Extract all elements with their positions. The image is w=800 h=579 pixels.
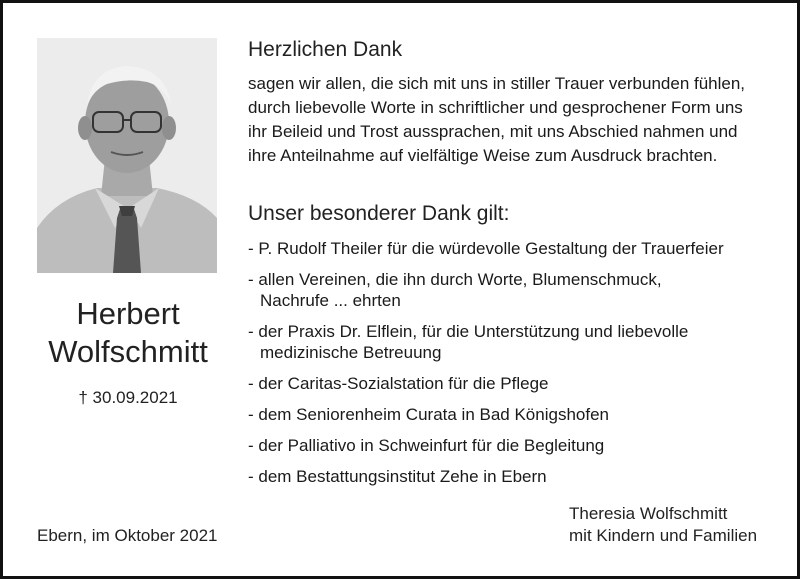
deceased-name (23, 295, 233, 371)
thanks-list (248, 238, 788, 497)
intro-line: ihre Anteilnahme auf vielfältige Weise zum Ausdruck brachten. (248, 146, 718, 165)
signature-line: mit Kindern und Familien (569, 526, 758, 545)
thanks-item-line: - der Palliativo in Schweinfurt für die Begleitung (248, 436, 605, 455)
thanks-item-line: - der Praxis Dr. Elflein, für die Unterstützung und liebevolle (248, 322, 689, 341)
intro-line: ihr Beileid und Trost aussprachen, mit uns Abschied nahmen und (248, 122, 738, 141)
thanks-list-item (248, 238, 788, 259)
thanks-list-item (248, 404, 788, 425)
thanks-item-line: - P. Rudolf Theiler für die würdevolle Gestaltung der Trauerfeier (248, 239, 724, 258)
signature (569, 503, 757, 547)
deceased-first-name: Herbert (76, 296, 180, 331)
thanks-item-continuation: Nachrufe ... ehrten (260, 291, 401, 310)
thanks-item-line: - dem Bestattungsinstitut Zehe in Ebern (248, 467, 547, 486)
thanks-list-item (248, 466, 788, 487)
death-date: † 30.09.2021 (78, 388, 178, 407)
deceased-last-name: Wolfschmitt (48, 334, 208, 369)
thanks-item-continuation: medizinische Betreuung (260, 343, 442, 362)
thanks-item-line: - dem Seniorenheim Curata in Bad Königshofen (248, 405, 609, 424)
thanks-list-item (248, 373, 788, 394)
portrait-image (37, 38, 217, 273)
intro-text (248, 72, 788, 168)
thanks-list-item (248, 321, 788, 363)
intro-line: durch liebevolle Worte in schriftlicher und gesprochener Form uns (248, 98, 743, 117)
portrait-photo (37, 38, 217, 273)
thanks-heading: Herzlichen Dank (248, 38, 403, 61)
place-date: Ebern, im Oktober 2021 (37, 526, 218, 545)
signature-line: Theresia Wolfschmitt (569, 504, 728, 523)
thanks-list-item (248, 269, 788, 311)
thanks-item-line: - der Caritas-Sozialstation für die Pflege (248, 374, 549, 393)
intro-line: sagen wir allen, die sich mit uns in stiller Trauer verbunden fühlen, (248, 74, 746, 93)
thanks-item-line: - allen Vereinen, die ihn durch Worte, Blumenschmuck, (248, 270, 662, 289)
thanks-list-item (248, 435, 788, 456)
special-thanks-heading: Unser besonderer Dank gilt: (248, 202, 510, 225)
